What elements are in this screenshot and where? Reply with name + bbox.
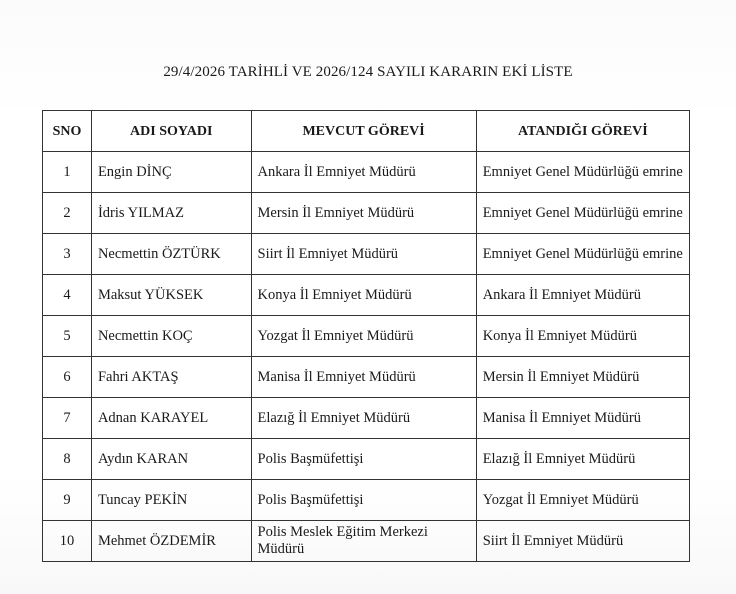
cell-assigned-position: Konya İl Emniyet Müdürü [476, 316, 689, 357]
cell-sno: 10 [43, 521, 92, 562]
cell-current-position: Ankara İl Emniyet Müdürü [251, 152, 476, 193]
table-row [43, 480, 690, 521]
table-row [43, 193, 690, 234]
appointment-table [42, 110, 690, 562]
table-row [43, 152, 690, 193]
header-assigned-position: ATANDIĞI GÖREVİ [476, 111, 689, 152]
cell-name: Necmettin KOÇ [91, 316, 251, 357]
cell-name: Adnan KARAYEL [91, 398, 251, 439]
cell-name: Fahri AKTAŞ [91, 357, 251, 398]
table-row [43, 316, 690, 357]
table-header-row [43, 111, 690, 152]
cell-name: Necmettin ÖZTÜRK [91, 234, 251, 275]
cell-assigned-position: Elazığ İl Emniyet Müdürü [476, 439, 689, 480]
header-sno: SNO [43, 111, 92, 152]
table-row [43, 521, 690, 562]
cell-sno: 2 [43, 193, 92, 234]
cell-sno: 8 [43, 439, 92, 480]
cell-current-position: Siirt İl Emniyet Müdürü [251, 234, 476, 275]
cell-assigned-position: Emniyet Genel Müdürlüğü emrine [476, 152, 689, 193]
cell-name: Mehmet ÖZDEMİR [91, 521, 251, 562]
cell-assigned-position: Manisa İl Emniyet Müdürü [476, 398, 689, 439]
cell-current-position: Konya İl Emniyet Müdürü [251, 275, 476, 316]
cell-sno: 7 [43, 398, 92, 439]
cell-current-position: Manisa İl Emniyet Müdürü [251, 357, 476, 398]
cell-assigned-position: Yozgat İl Emniyet Müdürü [476, 480, 689, 521]
cell-name: İdris YILMAZ [91, 193, 251, 234]
cell-sno: 9 [43, 480, 92, 521]
table-row [43, 275, 690, 316]
cell-current-position: Polis Meslek Eğitim Merkezi Müdürü [251, 521, 476, 562]
cell-current-position: Polis Başmüfettişi [251, 480, 476, 521]
cell-name: Maksut YÜKSEK [91, 275, 251, 316]
document-title: 29/4/2026 TARİHLİ VE 2026/124 SAYILI KARARIN EKİ LİSTE [163, 64, 573, 80]
cell-current-position: Elazığ İl Emniyet Müdürü [251, 398, 476, 439]
table-row [43, 357, 690, 398]
cell-name: Tuncay PEKİN [91, 480, 251, 521]
cell-current-position: Yozgat İl Emniyet Müdürü [251, 316, 476, 357]
cell-sno: 3 [43, 234, 92, 275]
cell-current-position: Mersin İl Emniyet Müdürü [251, 193, 476, 234]
header-name: ADI SOYADI [91, 111, 251, 152]
cell-assigned-position: Ankara İl Emniyet Müdürü [476, 275, 689, 316]
table-row [43, 234, 690, 275]
cell-assigned-position: Mersin İl Emniyet Müdürü [476, 357, 689, 398]
cell-assigned-position: Emniyet Genel Müdürlüğü emrine [476, 234, 689, 275]
cell-current-position: Polis Başmüfettişi [251, 439, 476, 480]
cell-name: Engin DİNÇ [91, 152, 251, 193]
cell-sno: 1 [43, 152, 92, 193]
table-row [43, 439, 690, 480]
table-row [43, 398, 690, 439]
cell-name: Aydın KARAN [91, 439, 251, 480]
header-current-position: MEVCUT GÖREVİ [251, 111, 476, 152]
cell-sno: 5 [43, 316, 92, 357]
cell-assigned-position: Siirt İl Emniyet Müdürü [476, 521, 689, 562]
cell-sno: 6 [43, 357, 92, 398]
cell-assigned-position: Emniyet Genel Müdürlüğü emrine [476, 193, 689, 234]
cell-sno: 4 [43, 275, 92, 316]
table-body [43, 152, 690, 562]
